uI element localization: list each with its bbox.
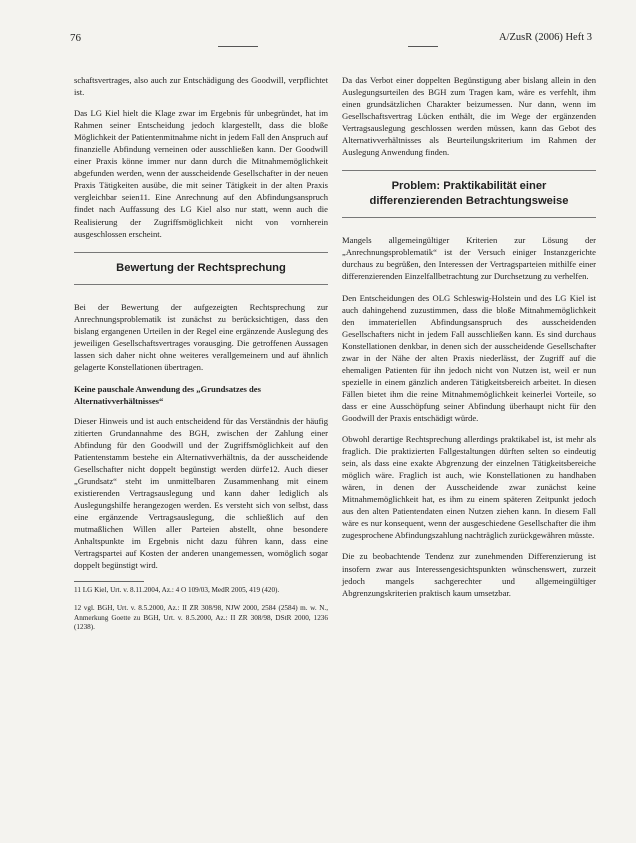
footnote-separator bbox=[74, 581, 144, 582]
subheading: Keine pauschale Anwendung des „Grundsatzes des Alternativverhältnisses“ bbox=[74, 383, 261, 406]
right-column bbox=[342, 74, 596, 608]
left-column bbox=[74, 74, 328, 642]
footnote-11: 11 LG Kiel, Urt. v. 8.11.2004, Az.: 4 O 109/03, MedR 2005, 419 (420). bbox=[74, 585, 280, 594]
paragraph: Bei der Bewertung der aufgezeigten Rechtsprechung zur Anrechnungsproblematik ist zunächst zu berücksichtigen, dass den bislang ergangenen Urteilen in der Regel eine ergänzende Auslegung des jeweiligen Gesellschaftsvertrages vorausging. Die getroffenen Aussagen lassen sich daher nicht ohne weiteres verallgemeinern und auf ähnlich gelagerte Konstellationen übertragen. bbox=[74, 301, 328, 372]
header-rule-right bbox=[408, 46, 438, 47]
journal-reference: A/ZusR (2006) Heft 3 bbox=[498, 32, 592, 43]
page-number: 76 bbox=[70, 32, 81, 44]
section-heading-problem: Problem: Praktikabilität einer differenzierenden Betrachtungsweise bbox=[342, 170, 596, 218]
header-rule-left bbox=[218, 46, 258, 47]
paragraph: schaftsvertrages, also auch zur Entschädigung des Goodwill, verpflichtet ist. bbox=[74, 75, 328, 98]
paragraph: Da das Verbot einer doppelten Begünstigung aber bislang allein in den Auslegungsurteilen des BGH zum Tragen kam, wäre es verfehlt, ihm einen grundsätzlichen Charakter beizumessen. Nur dann, wenn im Gesellschaftsvertrag Lücken enthält, die im Wege der ergänzenden Vertragsauslegung geschlossen werden müssen, kann das Gebot des Alternativverhältnisses als Beurteilungskriterium im Rahmen der Auslegung Anwendung finden. bbox=[342, 75, 596, 158]
paragraph: Den Entscheidungen des OLG Schleswig-Holstein und des LG Kiel ist auch dahingehend zuzustimmen, dass die bloße Mitnahmemöglichkeit den immateriellen Abfindungsanspruch des ausscheidenden Gesellschafters nicht in jedem Fall ausschließen kann. Es sind durchaus Konstellationen denkbar, in denen sich der ausscheidende Gesellschafter zwar in der Nähe der alten Praxis niederlässt, der Zugriff auf die ehemaligen Patienten für ihn jedoch nicht von Nutzen ist, weil er nun spezielle in einem gänzlich anderen Tätigkeitsbereich arbeitet. In diesen Fällen bietet ihm die reine Mitnahmemöglichkeit keinerlei Vorteile, so dass er eine Ausschöpfung seiner Abfindung überhaupt nicht für den Goodwill der Praxis entschädigt würde. bbox=[342, 292, 596, 423]
paragraph: Mangels allgemeingültiger Kriterien zur Lösung der „Anrechnungsproblematik“ ist der Versuch einiger Instanzgerichte durchaus zu begrüßen, den Interessen der Vertragsparteien mithilfe einer differenzierenden Einzelfallbetrachtung zur Durchsetzung zu verhelfen. bbox=[342, 235, 596, 282]
paragraph: Dieser Hinweis und ist auch entscheidend für das Verständnis der häufig zitierten Grundannahme des BGH, zwischen der Zahlung einer Abfindung für den Goodwill und der Zugriffsmöglichkeit auf den Patientenstamm bestehe ein Alternativverhältnis, da der ausscheidende Gesellschafter nicht doppelt begünstigt werden dürfe12. Auch dieser „Grundsatz“ steht im unmittelbaren Zusammenhang mit einem existierenden Vertragsauslegung und kann daher lediglich als Auslegungshilfe herangezogen werden. Es versteht sich von selbst, dass eine ergänzende Vertragsauslegung, die schließlich auf den mutmaßlichen Willen aller Parteien abstellt, ohne besondere Anhaltspunkte im Ergebnis nicht dazu führen kann, dass eine Vertragspartei auf Kosten der anderen unangemessen, womöglich sogar doppelt begünstigt wird. bbox=[74, 415, 328, 571]
section-heading-bewertung: Bewertung der Rechtsprechung bbox=[74, 252, 328, 285]
paragraph: Obwohl derartige Rechtsprechung allerdings praktikabel ist, ist mehr als fraglich. Die praktizierten Fallgestaltungen dürften selten so eindeutig sein, als dass eine exakte Abgrenzung der einzelnen Tätigkeitsbereiche möglich wäre. Fraglich ist auch, wie Konstellationen zu handhaben wären, in denen der Ausscheidende zwar zunächst keine Mitnahmemöglichkeit hat, es ihm zu einem späteren Zeitpunkt jedoch aus den alten Patientendaten einen Nutzen ziehen kann. In diesem Fall wäre es nur konsequent, wenn der ausgeschiedene Gesellschafter die ihm zugesprochene Abfindungszahlung nachträglich zurückgewähren müsste. bbox=[342, 434, 596, 541]
footnote-12: 12 vgl. BGH, Urt. v. 8.5.2000, Az.: II ZR 308/98, NJW 2000, 2584 (2584) m. w. N., Anmerkung Goette zu BGH, Urt. v. 8.5.2000, Az.: II ZR 308/98, DStR 2000, 1236 (1238). bbox=[74, 604, 328, 632]
paragraph: Das LG Kiel hielt die Klage zwar im Ergebnis für unbegründet, hat im Rahmen seiner Entscheidung jedoch klargestellt, dass die bloße Möglichkeit der Patientenmitnahme nicht in jedem Fall den Anspruch auf finanzielle Abfindung verneinen oder ausschließen kann. Der Goodwill einer Praxis könne immer nur dann durch die Mitnahmemöglichkeit abgefunden werden, wenn der ausscheidende Gesellschafter in der neuen Praxis Tätigkeiten ausübe, die mit seiner Tätigkeit in der alten Praxis vergleichbar seien11. Eine Anrechnung auf den Abfindungsanspruch findet nach Auffassung des LG Kiel also nur statt, wenn auch die Realisierung der Zugriffsmöglichkeit nicht von vornherein ausgeschlossen erscheint. bbox=[74, 108, 328, 239]
paragraph: Die zu beobachtende Tendenz zur zunehmenden Differenzierung ist insofern zwar aus Interessengesichtspunkten wünschenswert, zurzeit jedoch mangels sachgerechter und allgemeingültiger Abgrenzungskriterien praktisch kaum umsetzbar. bbox=[342, 551, 596, 598]
